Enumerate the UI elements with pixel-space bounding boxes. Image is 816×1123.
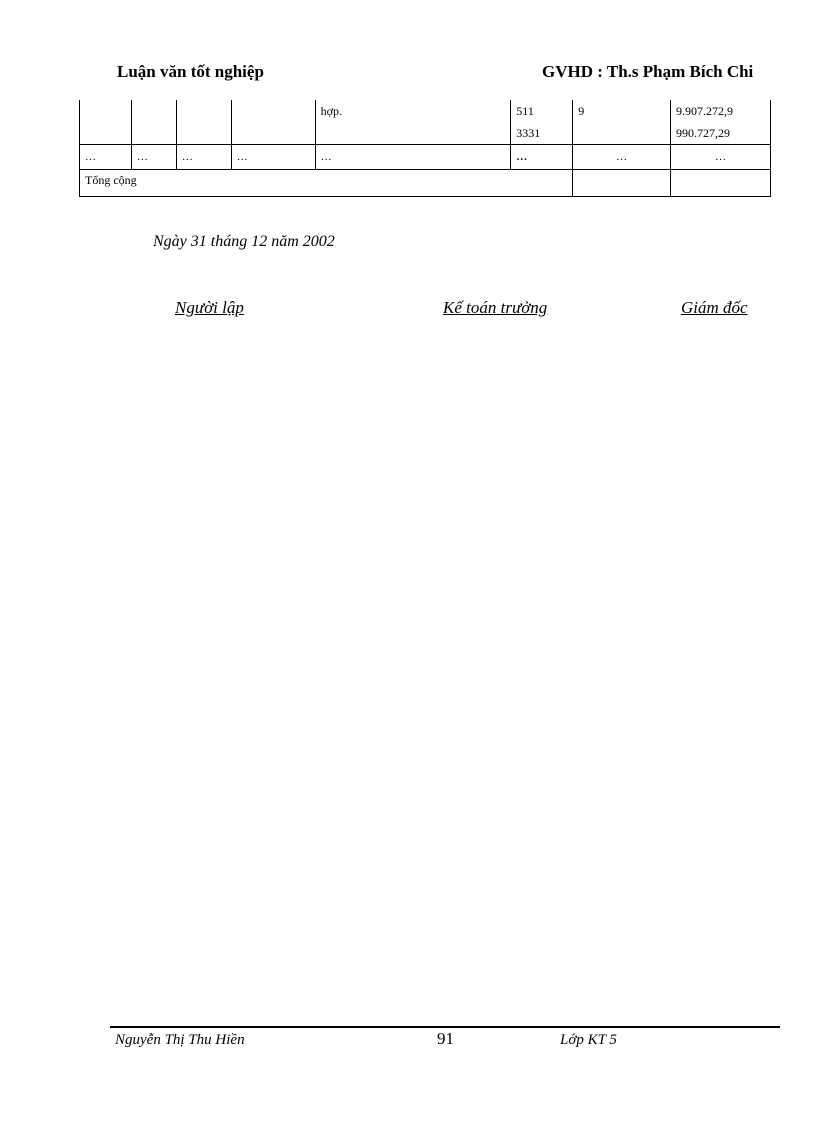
table-cell xyxy=(131,100,176,122)
table-cell-amount: 9.907.272,9 xyxy=(671,100,771,122)
table-cell xyxy=(176,122,231,145)
signature-chief-accountant: Kế toán trưởng xyxy=(443,298,548,317)
table-cell xyxy=(231,100,315,122)
table-cell: … xyxy=(131,145,176,170)
table-row-ellipsis xyxy=(80,145,771,170)
table-row xyxy=(80,100,771,122)
signature-preparer: Người lập xyxy=(175,298,244,317)
total-quantity xyxy=(573,170,671,197)
table-cell: … xyxy=(315,145,511,170)
table-cell: … xyxy=(231,145,315,170)
table-cell xyxy=(80,100,132,122)
footer-class: Lớp KT 5 xyxy=(560,1032,617,1048)
signature-director: Giám đốc xyxy=(681,298,748,317)
table-cell xyxy=(231,122,315,145)
table-cell: … xyxy=(573,145,671,170)
table-cell: … xyxy=(80,145,132,170)
table-row xyxy=(80,122,771,145)
table-cell: … xyxy=(176,145,231,170)
page-number: 91 xyxy=(437,1029,454,1048)
table-cell xyxy=(131,122,176,145)
table-cell-description: hợp. xyxy=(315,100,511,122)
table-cell: … xyxy=(671,145,771,170)
table-cell-amount: 990.727,29 xyxy=(671,122,771,145)
table-cell xyxy=(80,122,132,145)
header-supervisor: GVHD : Th.s Phạm Bích Chi xyxy=(542,62,754,81)
table-cell xyxy=(573,122,671,145)
header-thesis-title: Luận văn tốt nghiệp xyxy=(117,62,264,81)
table-cell-account: 3331 xyxy=(511,122,573,145)
total-amount xyxy=(671,170,771,197)
table-row-total xyxy=(80,170,771,197)
table-cell xyxy=(176,100,231,122)
document-date: Ngày 31 tháng 12 năm 2002 xyxy=(153,233,335,250)
table-cell: … xyxy=(511,145,573,170)
table-cell-account: 511 xyxy=(511,100,573,122)
total-label: Tổng cộng xyxy=(80,170,573,197)
footer-author: Nguyễn Thị Thu Hiền xyxy=(115,1032,245,1048)
ledger-table xyxy=(79,100,771,197)
table-cell-quantity: 9 xyxy=(573,100,671,122)
footer-divider xyxy=(110,1026,780,1028)
table-cell xyxy=(315,122,511,145)
